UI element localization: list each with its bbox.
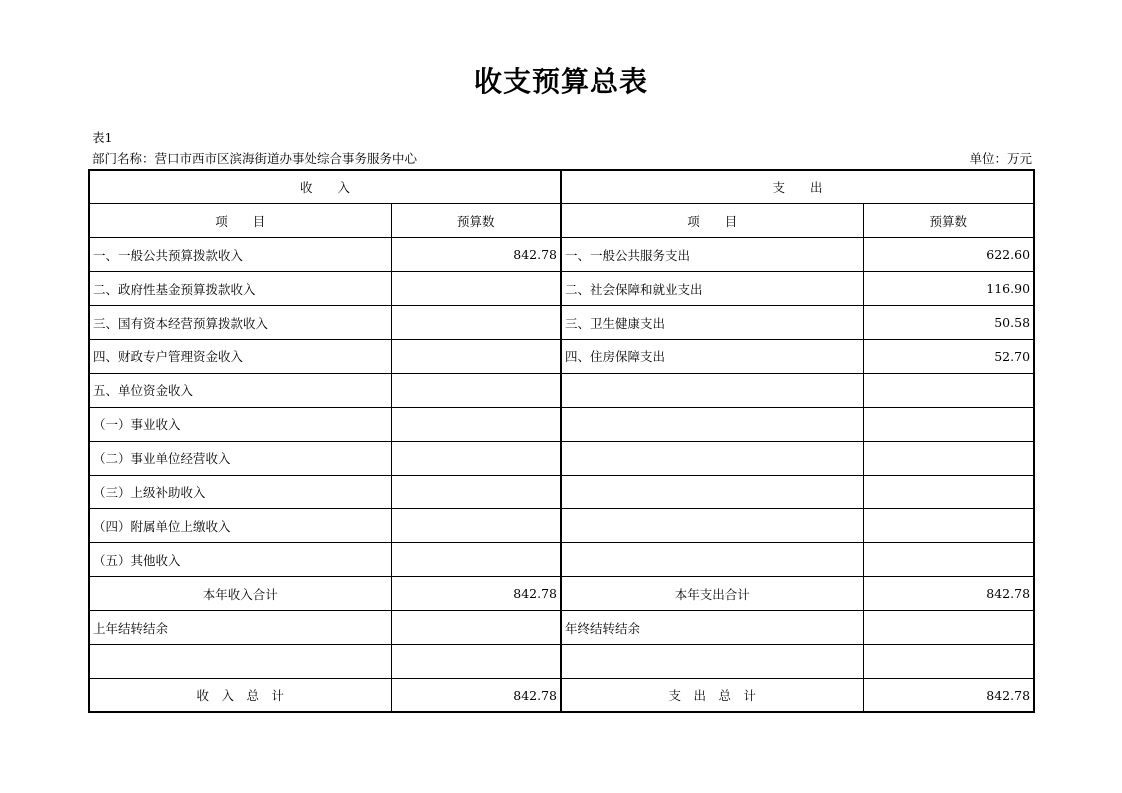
expense-amount: [863, 543, 1034, 577]
column-header-row: [89, 204, 1034, 238]
income-amount: [391, 272, 561, 306]
income-item: 四、财政专户管理资金收入: [89, 339, 391, 373]
income-carryover-label: 上年结转结余: [89, 611, 391, 645]
income-item: （三）上级补助收入: [89, 475, 391, 509]
expense-amount: 622.60: [863, 238, 1034, 272]
expense-amount: [863, 407, 1034, 441]
expense-item-header: 项 目: [561, 204, 863, 238]
table-number: 表1: [92, 130, 113, 145]
blank-cell: [863, 644, 1034, 678]
expense-item: [561, 475, 863, 509]
expense-amount: [863, 475, 1034, 509]
income-carryover-amount: [391, 611, 561, 645]
income-section-header: 收 入: [89, 170, 561, 204]
expense-item: [561, 509, 863, 543]
table-row: [89, 407, 1034, 441]
income-amount: 842.78: [391, 238, 561, 272]
subtotal-row: [89, 577, 1034, 611]
expense-subtotal-amount: 842.78: [863, 577, 1034, 611]
department-name: 部门名称：营口市西市区滨海街道办事处综合事务服务中心: [92, 151, 418, 166]
income-item: 三、国有资本经营预算拨款收入: [89, 306, 391, 340]
expense-item: [561, 407, 863, 441]
income-amount: [391, 407, 561, 441]
income-amount: [391, 306, 561, 340]
section-header-row: [89, 170, 1034, 204]
expense-item: 一、一般公共服务支出: [561, 238, 863, 272]
income-item: （四）附属单位上缴收入: [89, 509, 391, 543]
income-subtotal-amount: 842.78: [391, 577, 561, 611]
blank-cell: [391, 644, 561, 678]
total-row: [89, 678, 1034, 712]
table-row: [89, 272, 1034, 306]
income-amount: [391, 373, 561, 407]
table-row: [89, 339, 1034, 373]
income-item: （二）事业单位经营收入: [89, 441, 391, 475]
expense-item: [561, 441, 863, 475]
table-row: [89, 441, 1034, 475]
income-amount: [391, 509, 561, 543]
budget-summary-table: [88, 169, 1035, 713]
page-title: 收支预算总表: [473, 65, 648, 98]
income-budget-header: 预算数: [391, 204, 561, 238]
income-amount: [391, 441, 561, 475]
income-total-amount: 842.78: [391, 678, 561, 712]
expense-item: 三、卫生健康支出: [561, 306, 863, 340]
table-row: [89, 373, 1034, 407]
expense-amount: 52.70: [863, 339, 1034, 373]
expense-item: 二、社会保障和就业支出: [561, 272, 863, 306]
expense-carryover-label: 年终结转结余: [561, 611, 863, 645]
table-row: [89, 509, 1034, 543]
blank-cell: [89, 644, 391, 678]
income-amount: [391, 475, 561, 509]
table-row: [89, 475, 1034, 509]
expense-section-header: 支 出: [561, 170, 1034, 204]
income-total-label: 收 入 总 计: [89, 678, 391, 712]
expense-total-label: 支 出 总 计: [561, 678, 863, 712]
expense-item: [561, 373, 863, 407]
expense-total-amount: 842.78: [863, 678, 1034, 712]
income-item: 五、单位资金收入: [89, 373, 391, 407]
income-item: （五）其他收入: [89, 543, 391, 577]
income-amount: [391, 339, 561, 373]
table-row: [89, 543, 1034, 577]
expense-amount: [863, 441, 1034, 475]
blank-cell: [561, 644, 863, 678]
expense-item: [561, 543, 863, 577]
expense-amount: 116.90: [863, 272, 1034, 306]
expense-carryover-amount: [863, 611, 1034, 645]
carryover-row: [89, 611, 1034, 645]
blank-row: [89, 644, 1034, 678]
expense-amount: [863, 373, 1034, 407]
expense-item: 四、住房保障支出: [561, 339, 863, 373]
expense-subtotal-label: 本年支出合计: [561, 577, 863, 611]
table-row: [89, 306, 1034, 340]
income-item: 一、一般公共预算拨款收入: [89, 238, 391, 272]
expense-amount: [863, 509, 1034, 543]
expense-amount: 50.58: [863, 306, 1034, 340]
unit-label: 单位：万元: [969, 151, 1032, 166]
table-row: [89, 238, 1034, 272]
income-subtotal-label: 本年收入合计: [89, 577, 391, 611]
income-amount: [391, 543, 561, 577]
income-item: 二、政府性基金预算拨款收入: [89, 272, 391, 306]
income-item-header: 项 目: [89, 204, 391, 238]
expense-budget-header: 预算数: [863, 204, 1034, 238]
income-item: （一）事业收入: [89, 407, 391, 441]
